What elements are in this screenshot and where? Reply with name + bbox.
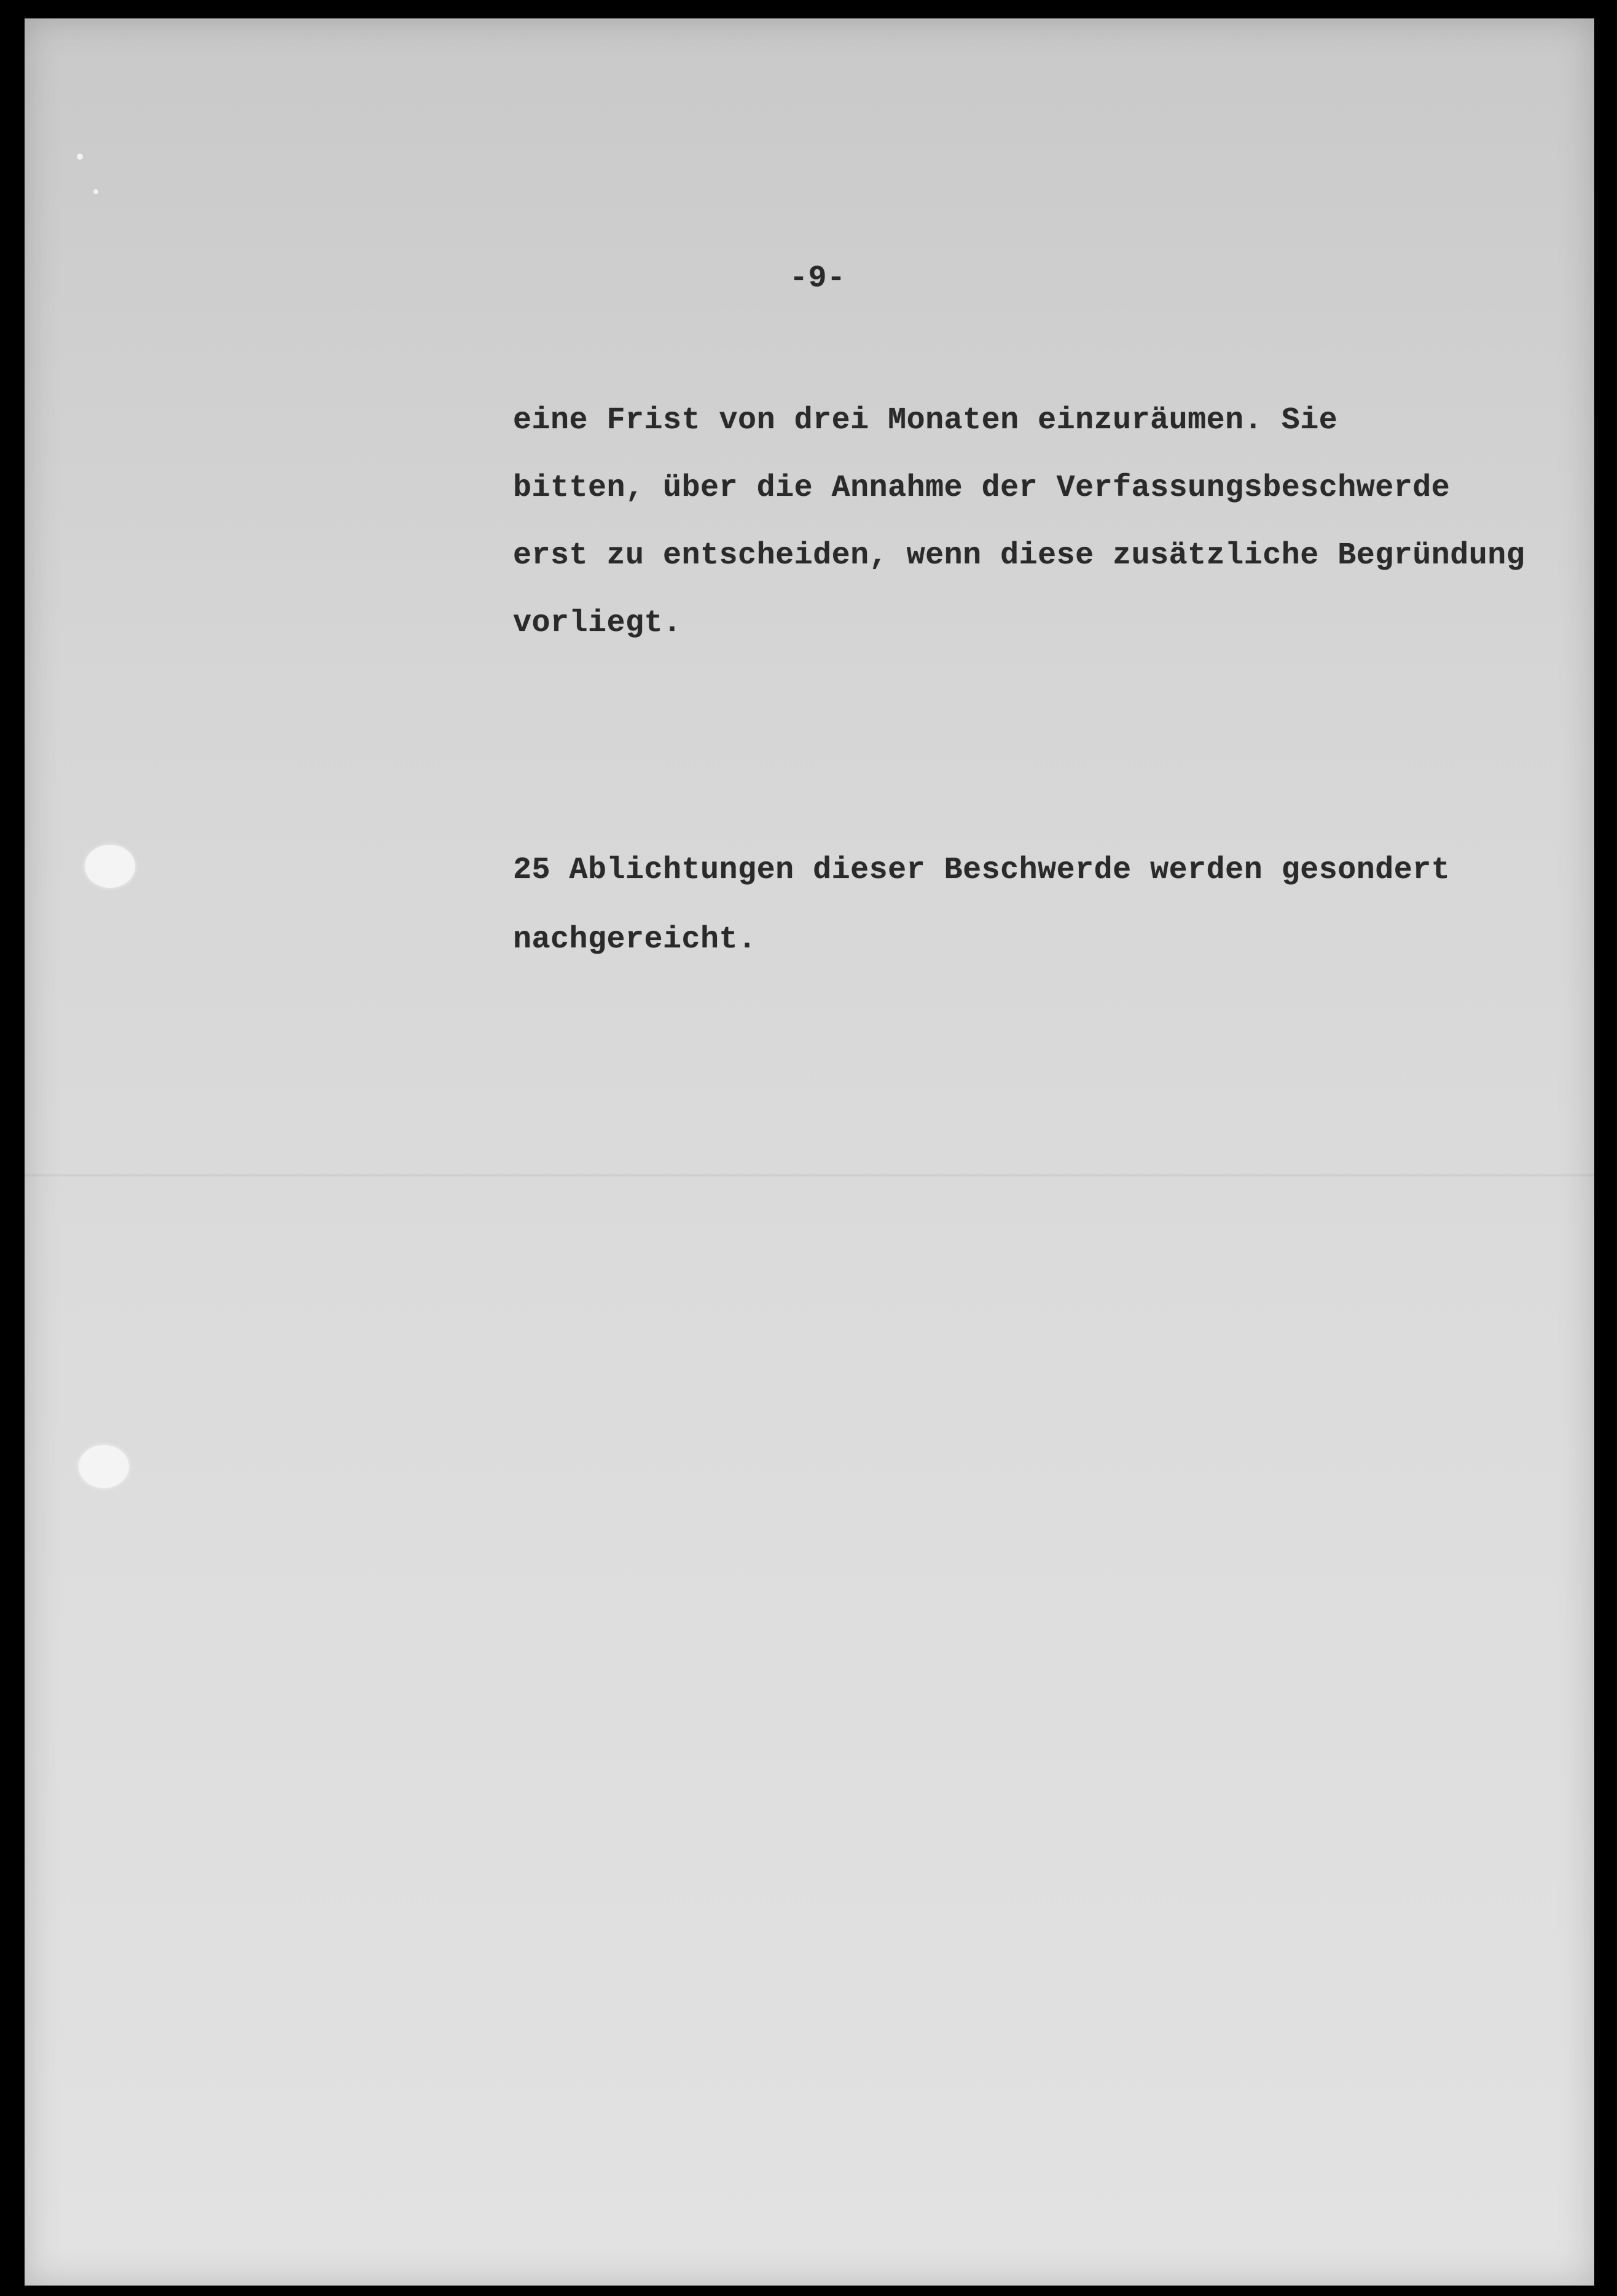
punch-hole-top — [85, 845, 135, 888]
text-line: nachgereicht. — [513, 922, 757, 957]
text-line: 25 Ablichtungen dieser Beschwerde werden gesondert — [513, 853, 1451, 888]
text-line: erst zu entscheiden, wenn diese zusätzliche Begründung — [513, 538, 1525, 573]
document-page — [25, 18, 1594, 2286]
dust-speck — [93, 189, 98, 194]
paragraph-1 — [513, 387, 1525, 657]
text-line: bitten, über die Annahme der Verfassungsbeschwerde — [513, 471, 1451, 506]
text-line: vorliegt. — [513, 606, 682, 641]
text-line: eine Frist von drei Monaten einzuräumen. Sie — [513, 403, 1338, 438]
dust-speck — [77, 154, 83, 160]
page-number: -9- — [789, 261, 846, 296]
fold-line — [25, 1173, 1594, 1177]
punch-hole-bottom — [79, 1445, 129, 1488]
paragraph-2 — [513, 836, 1450, 974]
